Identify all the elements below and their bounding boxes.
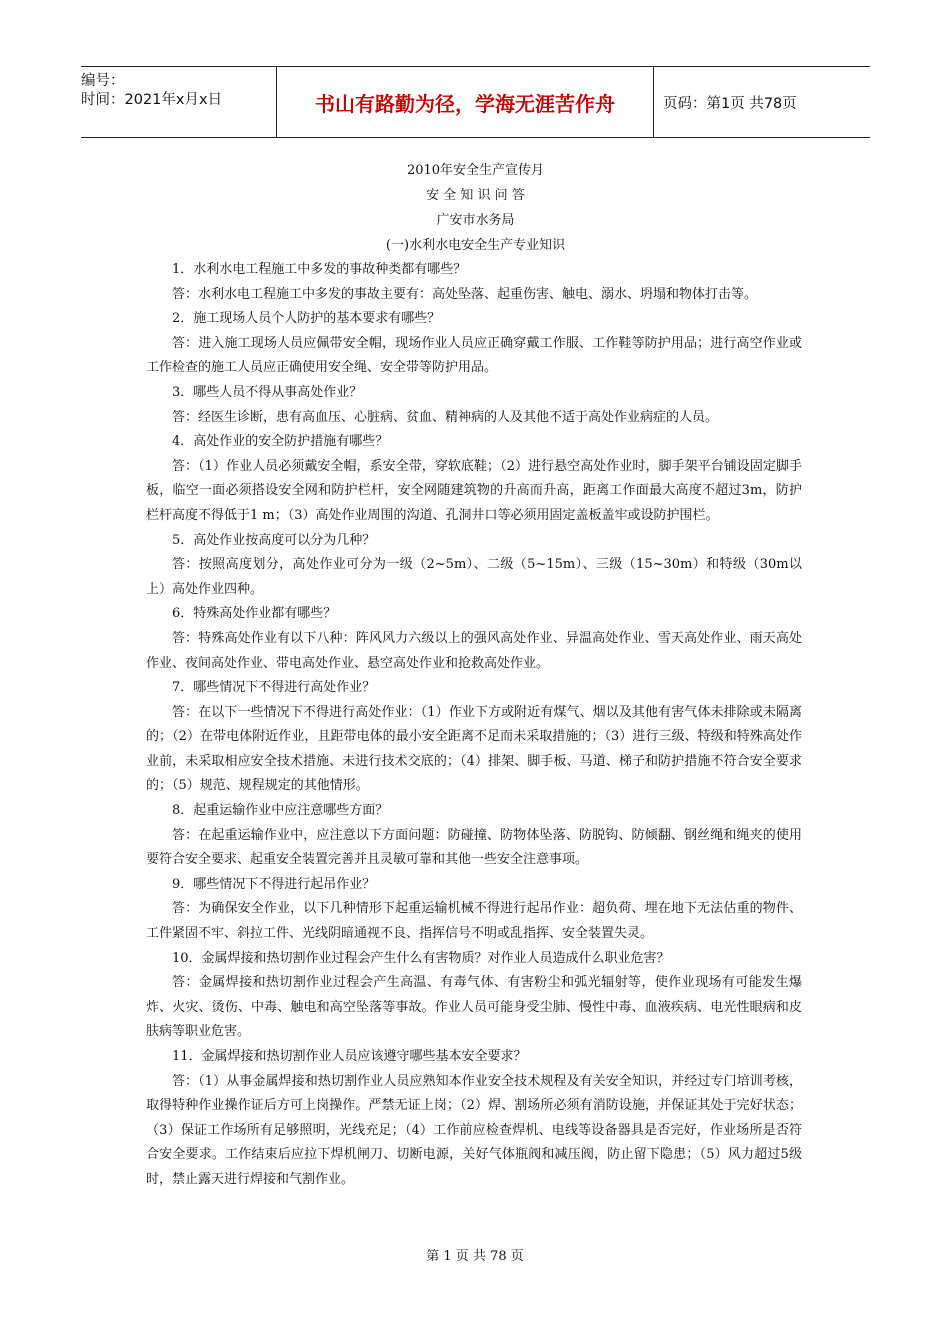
answer: 答：经医生诊断，患有高血压、心脏病、贫血、精神病的人及其他不适于高处作业病症的人员。 (172, 409, 719, 425)
answer: 答：为确保安全作业，以下几种情形下起重运输机械不得进行起吊作业：超负荷、埋在地下无法估重的物件、工件紧固不牢、斜拉工件、光线阴暗通视不良、指挥信号不明或乱指挥、安全装置失灵。 (146, 901, 802, 942)
answer: 答：（1）从事金属焊接和热切割作业人员应熟知本作业安全技术规程及有关安全知识，并经过专门培训考核，取得特种作业操作证后方可上岗操作。严禁无证上岗；（2）焊、割场所必须有消防设施，并保证其处于完好状态；（3）保证工作场所有足够照明，光线充足；（4）工作前应检查焊机、电线等设备器具是否完好，作业场所是否符合安全要求。工作结束后应拉下焊机闸刀、切断电源，关好气体瓶阀和减压阀，防止留下隐患；（5）风力超过5级时，禁止露天进行焊接和气割作业。 (146, 1073, 802, 1187)
question: 7．哪些情况下不得进行高处作业？ (172, 680, 376, 696)
doc-title: 2010年安全生产宣传月 (406, 163, 545, 178)
answer: 答：特殊高处作业有以下八种：阵风风力六级以上的强风高处作业、异温高处作业、雪天高处作业、雨天高处作业、夜间高处作业、带电高处作业、悬空高处作业和抢救高处作业。 (146, 630, 802, 671)
question: 4．高处作业的安全防护措施有哪些？ (172, 434, 389, 450)
question: 2．施工现场人员个人防护的基本要求有哪些？ (172, 311, 441, 327)
question: 11．金属焊接和热切割作业人员应该遵守哪些基本安全要求？ (172, 1049, 527, 1064)
number-label: 编号： (81, 73, 125, 89)
answer: 答：水利水电工程施工中多发的事故主要有：高处坠落、起重伤害、触电、溺水、坍塌和物体打击等。 (172, 286, 758, 302)
title-block (81, 158, 870, 258)
question: 5．高处作业按高度可以分为几种？ (172, 532, 376, 548)
question: 3．哪些人员不得从事高处作业？ (172, 384, 363, 400)
question: 10．金属焊接和热切割作业过程会产生什么有害物质？对作业人员造成什么职业危害？ (172, 950, 670, 966)
date-label: 时间：2021年x月x日 (81, 92, 223, 108)
page-info: 页码：第1页 共78页 (663, 95, 797, 112)
doc-subtitle: 安 全 知 识 问 答 (426, 188, 525, 203)
header-meta (81, 67, 277, 137)
answer: 答：（1）作业人员必须戴安全帽，系安全带，穿软底鞋；（2）进行悬空高处作业时，脚手架平台铺设固定脚手板，临空一面必须搭设安全网和防护栏杆，安全网随建筑物的升高而升高，距离工作面最大高度不超过3m，防护栏杆高度不得低于1 m；（3）高处作业周围的沟道、孔洞井口等必须用固定盖板盖牢或设防护围栏。 (146, 458, 802, 523)
body-text (146, 258, 802, 1193)
doc-organization: 广安市水务局 (436, 213, 515, 228)
question: 8．起重运输作业中应注意哪些方面？ (172, 803, 389, 819)
answer: 答：在以下一些情况下不得进行高处作业：（1）作业下方或附近有煤气、烟以及其他有害气体未排除或未隔离的；（2）在带电体附近作业，且距带电体的最小安全距离不足而未采取措施的；（3）进行三级、特级和特殊高处作业前，未采取相应安全技术措施、未进行技术交底的；（4）排架、脚手板、马道、梯子和防护措施不符合安全要求的；（5）规范、规程规定的其他情形。 (146, 704, 802, 794)
page-header (81, 66, 870, 138)
motto: 书山有路勤为径，学海无涯苦作舟 (277, 67, 654, 137)
question: 6．特殊高处作业都有哪些？ (172, 606, 337, 622)
answer: 答：金属焊接和热切割作业过程会产生高温、有毒气体、有害粉尘和弧光辐射等，使作业现场有可能发生爆炸、火灾、烫伤、中毒、触电和高空坠落等事故。作业人员可能身受尘肺、慢性中毒、血液疾病、电光性眼病和皮肤病等职业危害。 (146, 975, 802, 1040)
answer: 答：在起重运输作业中，应注意以下方面问题：防碰撞、防物体坠落、防脱钩、防倾翻、钢丝绳和绳夹的使用要符合安全要求、起重安全装置完善并且灵敏可靠和其他一些安全注意事项。 (146, 827, 802, 868)
question: 9．哪些情况下不得进行起吊作业？ (172, 876, 376, 892)
page-footer: 第 1 页 共 78 页 (426, 1249, 524, 1264)
answer: 答：按照高度划分，高处作业可分为一级（2~5m）、二级（5~15m）、三级（15~30m）和特级（30m以上）高处作业四种。 (146, 557, 802, 597)
section-heading: (一)水利水电安全生产专业知识 (385, 238, 566, 253)
answer: 答：进入施工现场人员应佩带安全帽，现场作业人员应正确穿戴工作服、工作鞋等防护用品；进行高空作业或工作检查的施工人员应正确使用安全绳、安全带等防护用品。 (146, 335, 802, 376)
question: 1．水利水电工程施工中多发的事故种类都有哪些？ (172, 262, 467, 277)
